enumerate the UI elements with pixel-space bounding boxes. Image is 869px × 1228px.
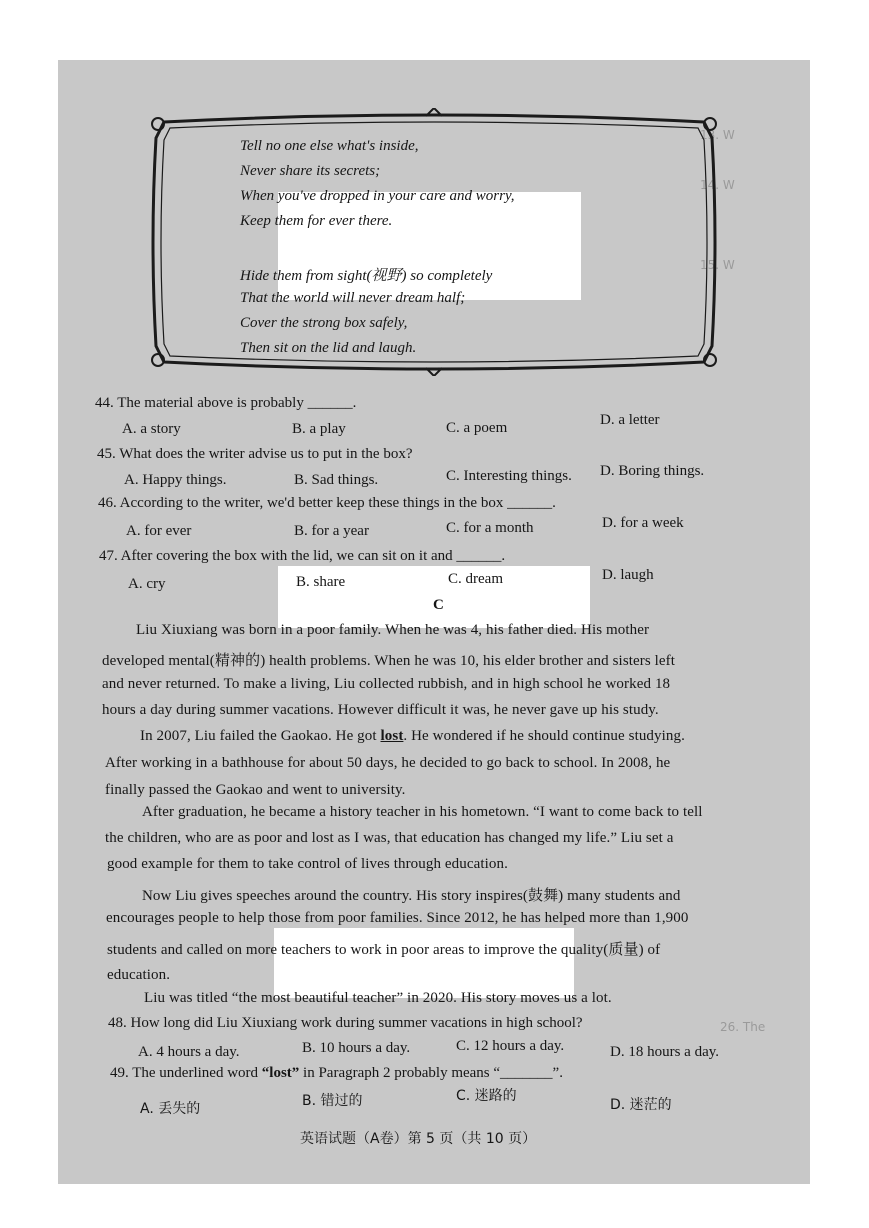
question-45: 45. What does the writer advise us to put in the box? <box>97 446 413 462</box>
poem-line: Never share its secrets; <box>240 163 381 179</box>
paragraph-line <box>140 728 685 745</box>
text-segment: 49. The underlined word <box>110 1065 262 1081</box>
bleed-through-text: 26. The <box>720 1020 766 1034</box>
poem-line: That the world will never dream half; <box>240 290 466 306</box>
question-48: 48. How long did Liu Xiuxiang work during summer vacations in high school? <box>108 1015 583 1031</box>
option-d[interactable]: D. 18 hours a day. <box>610 1044 720 1060</box>
paragraph-line: and never returned. To make a living, Liu collected rubbish, and in high school he worked 18 <box>102 676 671 692</box>
paragraph-line: After working in a bathhouse for about 50 days, he decided to go back to school. In 2008, he <box>105 755 671 771</box>
option-a[interactable]: A. a story <box>122 421 181 437</box>
poem-line: Then sit on the lid and laugh. <box>240 340 417 356</box>
option-c[interactable]: C. Interesting things. <box>446 468 572 484</box>
underlined-word: lost <box>380 728 404 744</box>
page-footer: 英语试题（A卷）第 5 页（共 10 页） <box>300 1131 537 1147</box>
question-49 <box>110 1065 563 1082</box>
poem-line: Hide them from sight(视野) so completely <box>240 268 493 284</box>
poem-line: Tell no one else what's inside, <box>240 138 419 154</box>
paragraph-line: Now Liu gives speeches around the country. His story inspires(鼓舞) many students and <box>142 888 681 904</box>
option-b[interactable]: B. 10 hours a day. <box>302 1040 411 1056</box>
option-a[interactable]: A. for ever <box>126 523 192 539</box>
option-c[interactable]: C. dream <box>448 571 503 587</box>
option-c[interactable]: C. 迷路的 <box>456 1088 517 1104</box>
question-47: 47. After covering the box with the lid, we can sit on it and ______. <box>99 548 506 564</box>
option-c[interactable]: C. a poem <box>446 420 508 436</box>
quoted-word: “lost” <box>261 1065 300 1081</box>
paragraph-line: the children, who are as poor and lost as I was, that education has changed my life.” Liu set a <box>105 830 674 846</box>
paragraph-line: finally passed the Gaokao and went to university. <box>105 782 406 798</box>
option-c[interactable]: C. for a month <box>446 520 534 536</box>
option-b[interactable]: B. a play <box>292 421 346 437</box>
option-c[interactable]: C. 12 hours a day. <box>456 1038 565 1054</box>
question-46: 46. According to the writer, we'd better keep these things in the box ______. <box>98 495 556 511</box>
paragraph-line: good example for them to take control of lives through education. <box>107 856 508 872</box>
option-a[interactable]: A. 丢失的 <box>140 1101 201 1117</box>
option-b[interactable]: B. 错过的 <box>302 1093 363 1109</box>
option-d[interactable]: D. 迷茫的 <box>610 1097 672 1113</box>
poem-line: When you've dropped in your care and worry, <box>240 188 515 204</box>
paragraph-line: After graduation, he became a history teacher in his hometown. “I want to come back to tell <box>142 804 703 820</box>
section-heading: C <box>433 597 444 613</box>
option-b[interactable]: B. Sad things. <box>294 472 379 488</box>
poem-line: Keep them for ever there. <box>240 213 393 229</box>
option-d[interactable]: D. for a week <box>602 515 684 531</box>
option-a[interactable]: A. cry <box>128 576 166 592</box>
question-44: 44. The material above is probably ______. <box>95 395 357 411</box>
paragraph-line: encourages people to help those from poor families. Since 2012, he has helped more than 1,900 <box>106 910 689 926</box>
option-d[interactable]: D. laugh <box>602 567 654 583</box>
option-d[interactable]: D. Boring things. <box>600 463 705 479</box>
paragraph-line: Liu was titled “the most beautiful teacher” in 2020. His story moves us a lot. <box>144 990 612 1006</box>
paragraph-line: hours a day during summer vacations. However difficult it was, he never gave up his study. <box>102 702 659 718</box>
option-a[interactable]: A. Happy things. <box>124 472 227 488</box>
bleed-through-text: 13. W <box>700 128 735 142</box>
paragraph-line: education. <box>107 967 171 983</box>
paragraph-line: developed mental(精神的) health problems. When he was 10, his elder brother and sisters left <box>102 653 676 669</box>
option-b[interactable]: B. share <box>296 574 346 590</box>
option-d[interactable]: D. a letter <box>600 412 660 428</box>
paragraph-line: Liu Xiuxiang was born in a poor family. When he was 4, his father died. His mother <box>136 622 650 638</box>
text-segment: In 2007, Liu failed the Gaokao. He got <box>140 728 381 744</box>
bleed-through-text: 15. W <box>700 258 735 272</box>
paragraph-line: students and called on more teachers to work in poor areas to improve the quality(质量) of <box>107 942 661 958</box>
poem-line: Cover the strong box safely, <box>240 315 408 331</box>
text-segment: in Paragraph 2 probably means “_______”. <box>299 1065 563 1081</box>
text-segment: . He wondered if he should continue studying. <box>403 728 685 744</box>
bleed-through-text: 14. W <box>700 178 735 192</box>
option-a[interactable]: A. 4 hours a day. <box>138 1044 240 1060</box>
option-b[interactable]: B. for a year <box>294 523 369 539</box>
